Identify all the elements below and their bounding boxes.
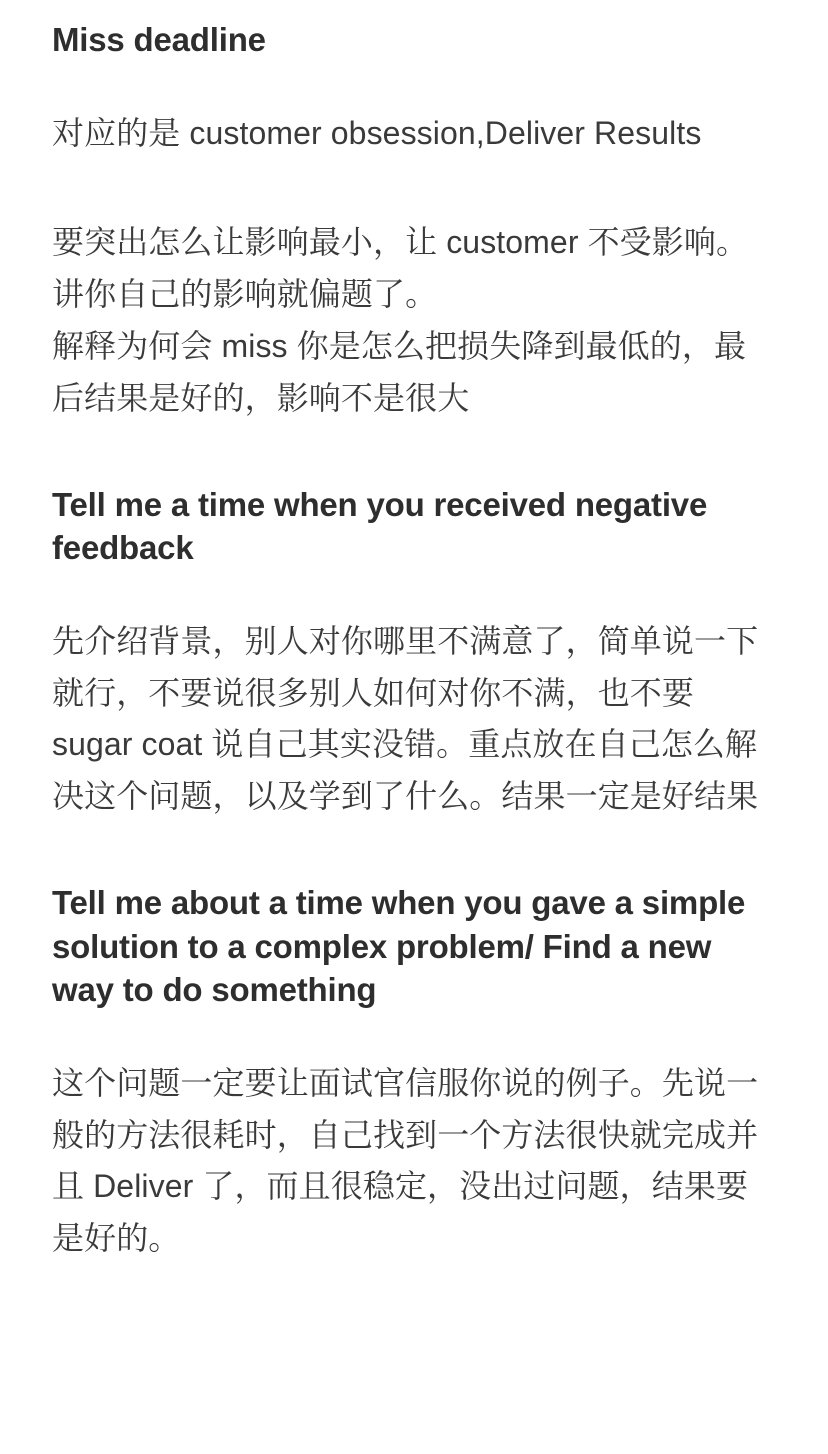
spacer xyxy=(52,62,776,108)
paragraph-explain-miss-reason: 解释为何会 miss 你是怎么把损失降到最低的，最后结果是好的，影响不是很大 xyxy=(52,328,747,416)
section-heading-simple-solution: Tell me about a time when you gave a simple solution to a complex problem/ Find a new way to do something xyxy=(52,884,746,1009)
spacer xyxy=(52,823,776,881)
section-heading-miss-deadline: Miss deadline xyxy=(52,21,266,58)
section-heading-negative-feedback: Tell me a time when you received negative feedback xyxy=(52,485,708,567)
paragraph-minimize-impact: 要突出怎么让影响最小，让 customer 不受影响。讲你自己的影响就偏题了。 xyxy=(52,224,749,313)
spacer xyxy=(52,1012,776,1058)
spacer xyxy=(52,425,776,483)
spacer xyxy=(52,570,776,616)
paragraph-corresponding-principles: 对应的是 customer obsession,Deliver Results xyxy=(52,114,702,151)
spacer xyxy=(52,159,776,217)
paragraph-simple-solution-advice: 这个问题一定要让面试官信服你说的例子。先说一般的方法很耗时，自己找到一个方法很快就完成并且 Deliver 了，而且很稳定，没出过问题，结果要是好的。 xyxy=(52,1064,759,1257)
paragraph-negative-feedback-advice: 先介绍背景，别人对你哪里不满意了，简单说一下就行，不要说很多别人如何对你不满，也不要 sugar coat 说自己其实没错。重点放在自己怎么解决这个问题，以及学到了什么。结果一定是好结果 xyxy=(52,622,759,815)
